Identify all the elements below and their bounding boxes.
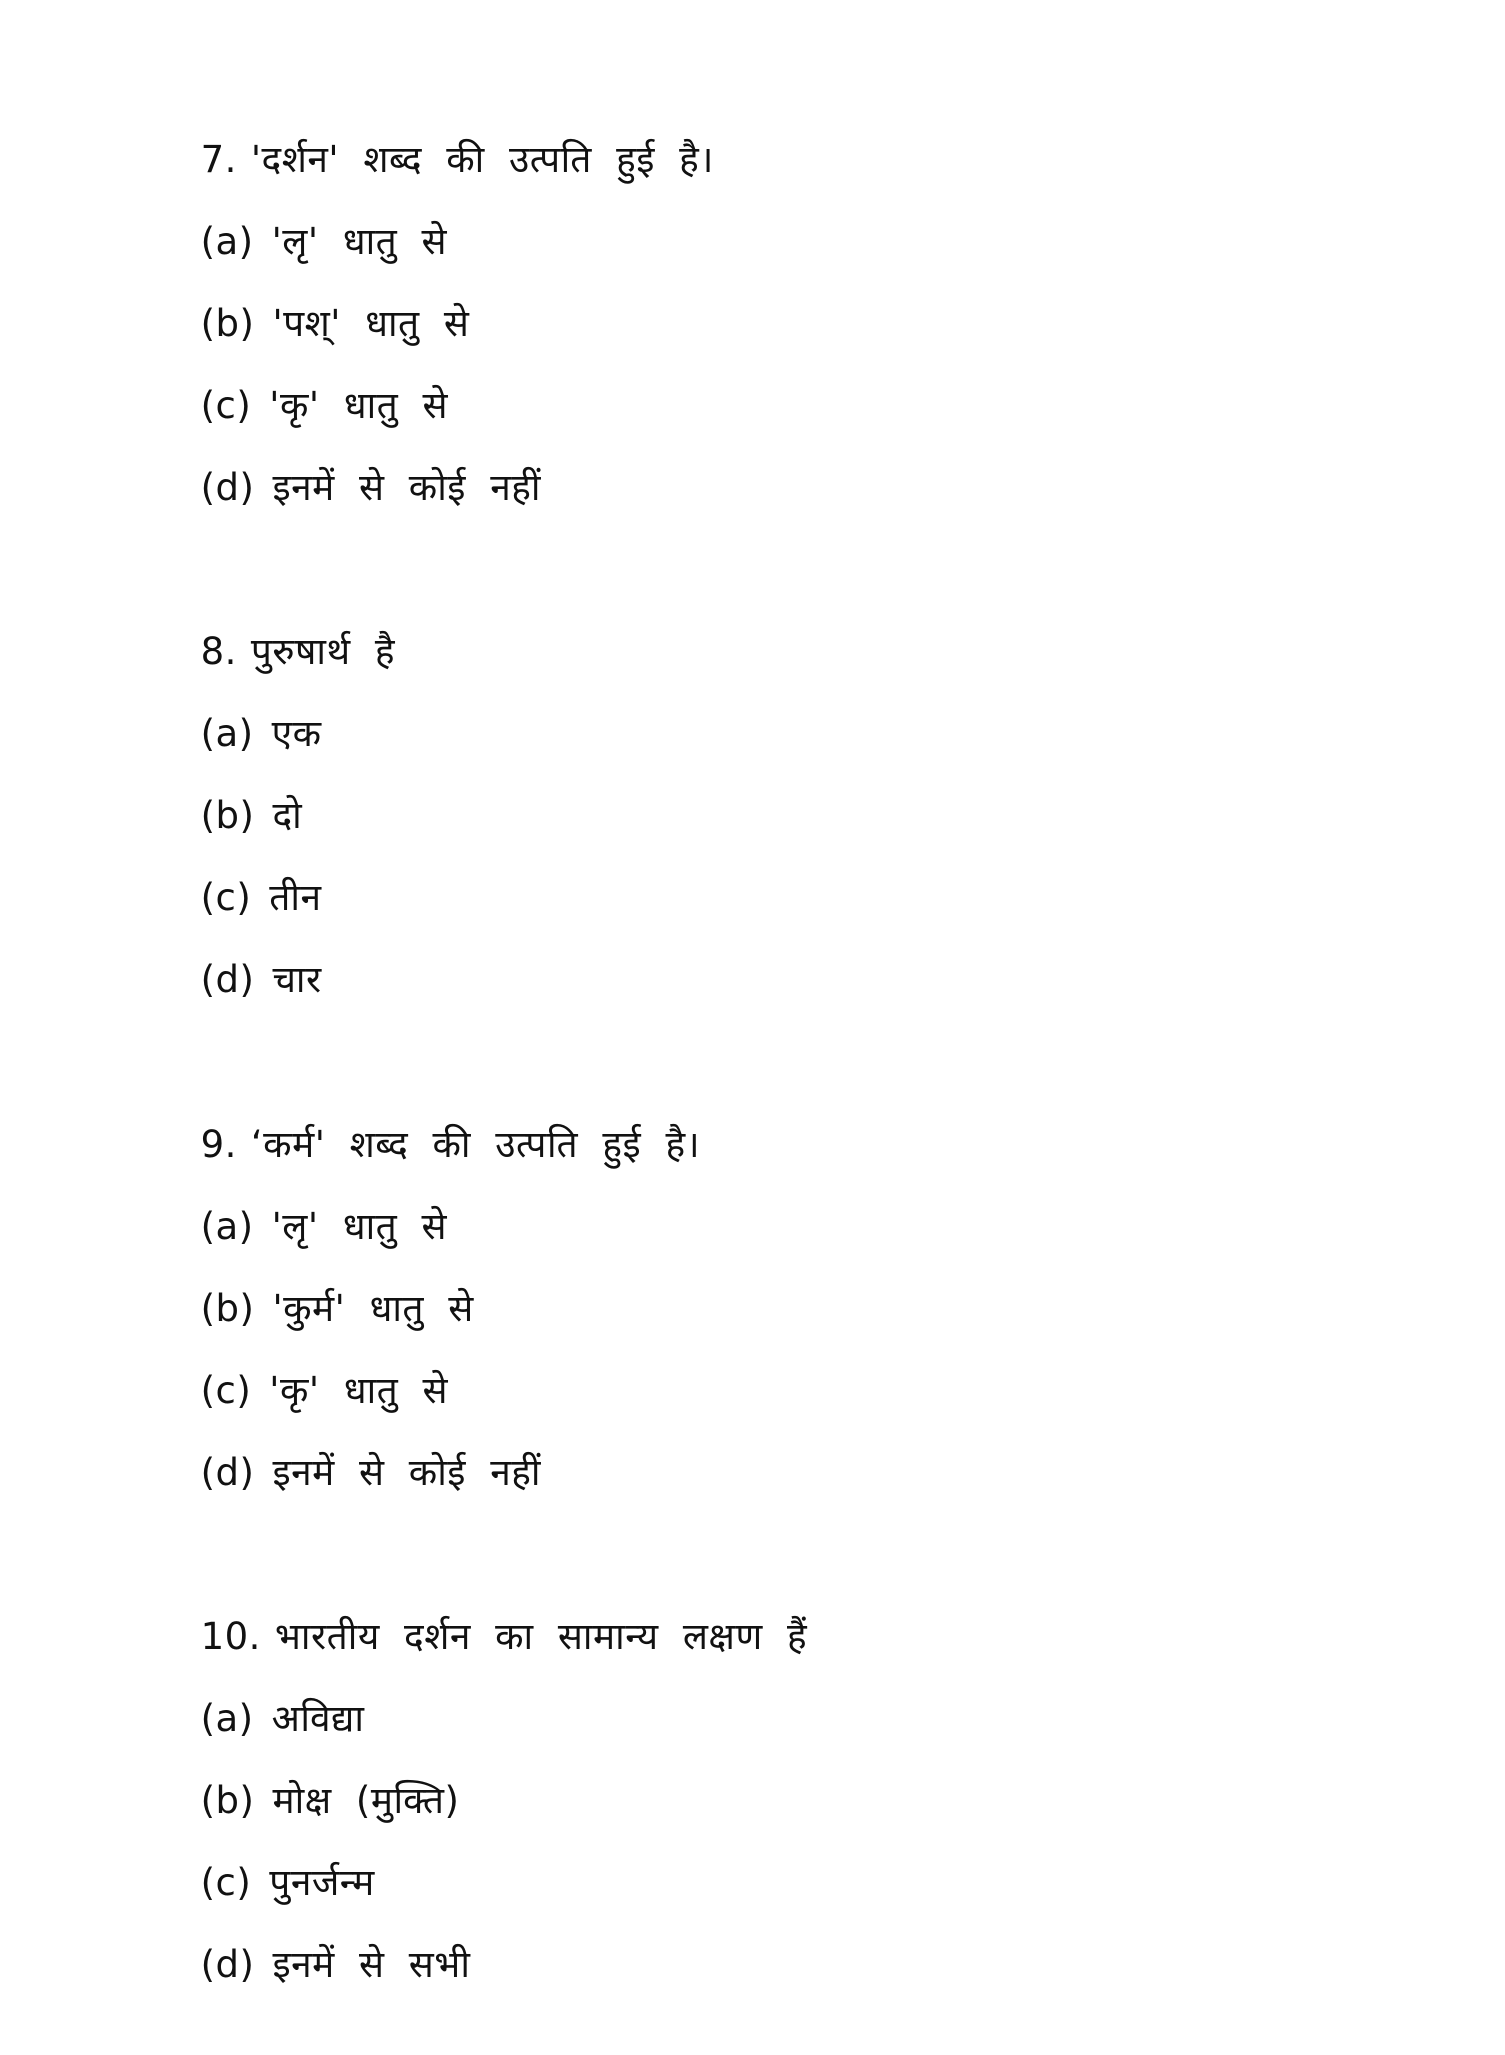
option-label: (d) (200, 958, 255, 1001)
option-text: 'लृ' धातु से (271, 220, 448, 263)
option-label: (a) (200, 1205, 254, 1248)
question-text (55, 70, 714, 181)
question-number: 7. (200, 138, 237, 181)
question-text (55, 562, 396, 673)
option-c[interactable] (55, 1793, 375, 1904)
question-number: 8. (200, 630, 237, 673)
option-text: अविद्या (271, 1697, 365, 1740)
option-label: (d) (200, 1451, 255, 1494)
option-text: तीन (269, 876, 322, 919)
option-text: इनमें से कोई नहीं (272, 1451, 541, 1494)
option-label: (b) (200, 794, 255, 837)
question-stem: भारतीय दर्शन का सामान्य लक्षण हैं (274, 1615, 808, 1658)
option-b[interactable] (55, 726, 303, 837)
option-d[interactable] (55, 398, 541, 509)
option-text: पुनर्जन्म (269, 1861, 375, 1904)
option-label: (a) (200, 220, 254, 263)
option-label: (c) (200, 1861, 252, 1904)
option-label: (b) (200, 302, 255, 345)
option-label: (b) (200, 1779, 255, 1822)
option-c[interactable] (55, 808, 322, 919)
option-b[interactable] (55, 234, 470, 345)
option-label: (b) (200, 1287, 255, 1330)
option-c[interactable] (55, 1301, 449, 1412)
option-text: दो (272, 794, 303, 837)
option-text: मोक्ष (मुक्ति) (272, 1779, 460, 1822)
option-text: इनमें से सभी (272, 1943, 471, 1986)
option-label: (a) (200, 712, 254, 755)
option-text: 'कुर्म' धातु से (272, 1287, 474, 1330)
question-stem: ‘कर्म' शब्द की उत्पति हुई है। (250, 1123, 701, 1166)
question-text (55, 1547, 808, 1658)
option-a[interactable] (55, 644, 322, 755)
option-text: एक (271, 712, 322, 755)
option-d[interactable] (55, 890, 322, 1001)
option-text: 'कृ' धातु से (269, 384, 449, 427)
option-b[interactable] (55, 1711, 460, 1822)
option-label: (c) (200, 384, 252, 427)
option-text: चार (272, 958, 322, 1001)
question-number: 10. (200, 1615, 261, 1658)
option-label: (a) (200, 1697, 254, 1740)
option-a[interactable] (55, 1629, 365, 1740)
option-b[interactable] (55, 1219, 474, 1330)
option-text: 'पश्' धातु से (272, 302, 470, 345)
question-number: 9. (200, 1123, 237, 1166)
option-text: 'कृ' धातु से (269, 1369, 449, 1412)
option-c[interactable] (55, 316, 449, 427)
option-text: इनमें से कोई नहीं (272, 466, 541, 509)
option-d[interactable] (55, 1383, 541, 1494)
option-text: 'लृ' धातु से (271, 1205, 448, 1248)
option-label: (c) (200, 876, 252, 919)
option-d[interactable] (55, 1875, 471, 1986)
question-stem: पुरुषार्थ है (250, 630, 396, 673)
option-a[interactable] (55, 1137, 448, 1248)
question-stem: 'दर्शन' शब्द की उत्पति हुई है। (250, 138, 714, 181)
option-label: (d) (200, 466, 255, 509)
question-text (55, 1055, 701, 1166)
option-a[interactable] (55, 152, 448, 263)
option-label: (c) (200, 1369, 252, 1412)
option-label: (d) (200, 1943, 255, 1986)
